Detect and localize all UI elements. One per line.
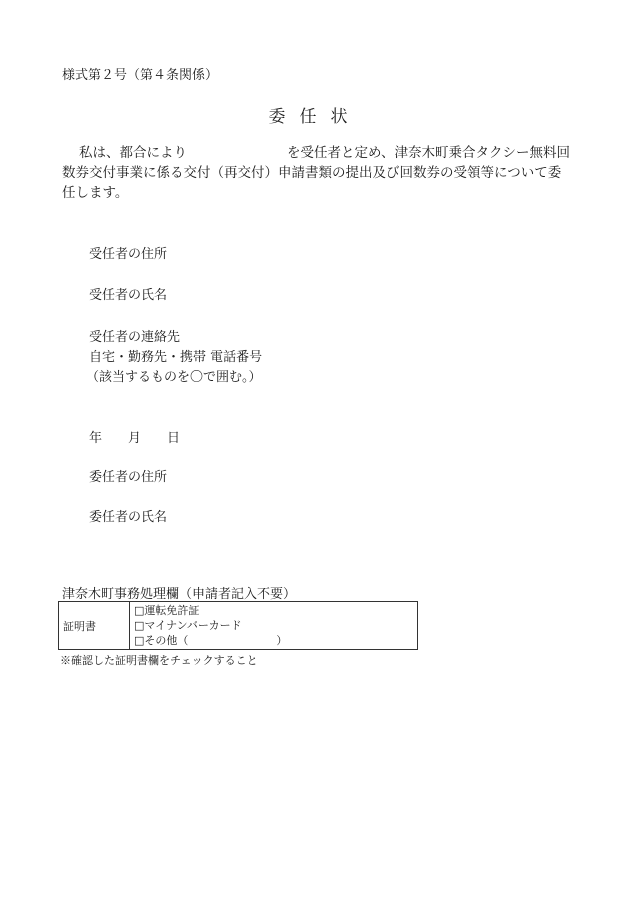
statement-line-2: 数券交付事業に係る交付（再交付）申請書類の提出及び回数券の受領等について委 — [62, 165, 562, 181]
form-number: 様式第２号（第４条関係） — [62, 68, 219, 83]
delegation-statement — [62, 143, 572, 203]
date-year: 年 — [89, 431, 103, 446]
principal-name-label: 委任者の氏名 — [89, 510, 168, 525]
date-month: 月 — [128, 431, 142, 446]
option-my-number-card[interactable]: □マイナンバーカード — [134, 619, 242, 632]
agent-name-label: 受任者の氏名 — [89, 288, 168, 303]
option-drivers-license[interactable]: □運転免許証 — [134, 604, 200, 617]
agent-phone-note: （該当するものを〇で囲む。） — [86, 370, 262, 385]
certificate-header: 証明書 — [59, 602, 130, 650]
table-row — [59, 602, 418, 650]
office-use-table — [58, 601, 418, 650]
agent-contact-label: 受任者の連絡先 — [89, 330, 181, 345]
statement-line-1: 私は、都合により を受任者と定め、津奈木町乗合タクシー無料回 — [79, 145, 570, 161]
date-day: 日 — [167, 431, 181, 446]
certificate-options — [130, 602, 418, 650]
option-other[interactable]: □その他（ ） — [134, 634, 288, 647]
agent-phone-label: 自宅・勤務先・携帯 電話番号 — [89, 350, 263, 365]
date-line — [89, 427, 206, 446]
office-use-title: 津奈木町事務処理欄（申請者記入不要） — [62, 587, 297, 602]
statement-line-3: 任します。 — [62, 185, 129, 201]
office-note: ※確認した証明書欄をチェックすること — [60, 654, 258, 667]
document-title: 委任状 — [268, 107, 362, 127]
agent-address-label: 受任者の住所 — [89, 247, 168, 262]
principal-address-label: 委任者の住所 — [89, 470, 168, 485]
